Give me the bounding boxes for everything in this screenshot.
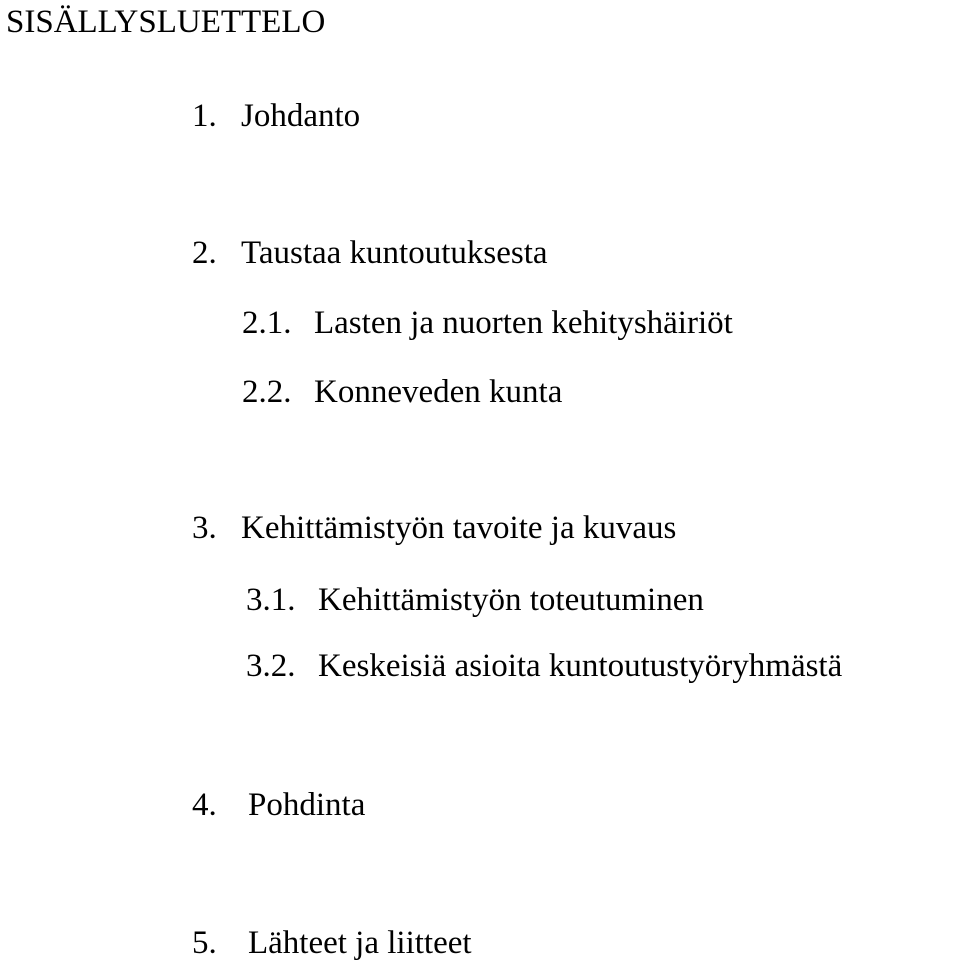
toc-entry-label: Johdanto [241, 98, 361, 134]
toc-entry-number: 2.2. [242, 374, 292, 410]
toc-entry-label: Lähteet ja liitteet [248, 925, 472, 961]
toc-entry-label: Kehittämistyön toteutuminen [318, 582, 704, 618]
toc-entry-number: 2.1. [242, 305, 292, 341]
toc-entry-2-1 [242, 307, 733, 340]
toc-entry-label: Kehittämistyön tavoite ja kuvaus [241, 510, 677, 546]
toc-entry-label: Keskeisiä asioita kuntoutustyöryhmästä [318, 648, 843, 684]
toc-entry-label: Konneveden kunta [314, 374, 563, 410]
toc-entry-3-1 [246, 584, 704, 617]
toc-entry-number: 3.1. [246, 582, 296, 618]
toc-entry-2-2 [242, 376, 562, 409]
toc-entry-number: 5. [192, 925, 217, 961]
toc-entry-2 [192, 237, 548, 270]
toc-entry-label: Taustaa kuntoutuksesta [241, 235, 548, 271]
toc-entry-label: Pohdinta [248, 787, 366, 823]
toc-entry-3 [192, 512, 676, 545]
toc-entry-number: 3.2. [246, 648, 296, 684]
toc-entry-5 [192, 927, 472, 960]
toc-entry-4 [192, 789, 365, 822]
toc-entry-label: Lasten ja nuorten kehityshäiriöt [314, 305, 733, 341]
toc-entry-number: 1. [192, 98, 217, 134]
page-title: SISÄLLYSLUETTELO [6, 4, 326, 40]
toc-entry-1 [192, 100, 360, 133]
toc-entry-number: 2. [192, 235, 217, 271]
toc-entry-number: 4. [192, 787, 217, 823]
toc-entry-3-2 [246, 650, 842, 683]
toc-entry-number: 3. [192, 510, 217, 546]
